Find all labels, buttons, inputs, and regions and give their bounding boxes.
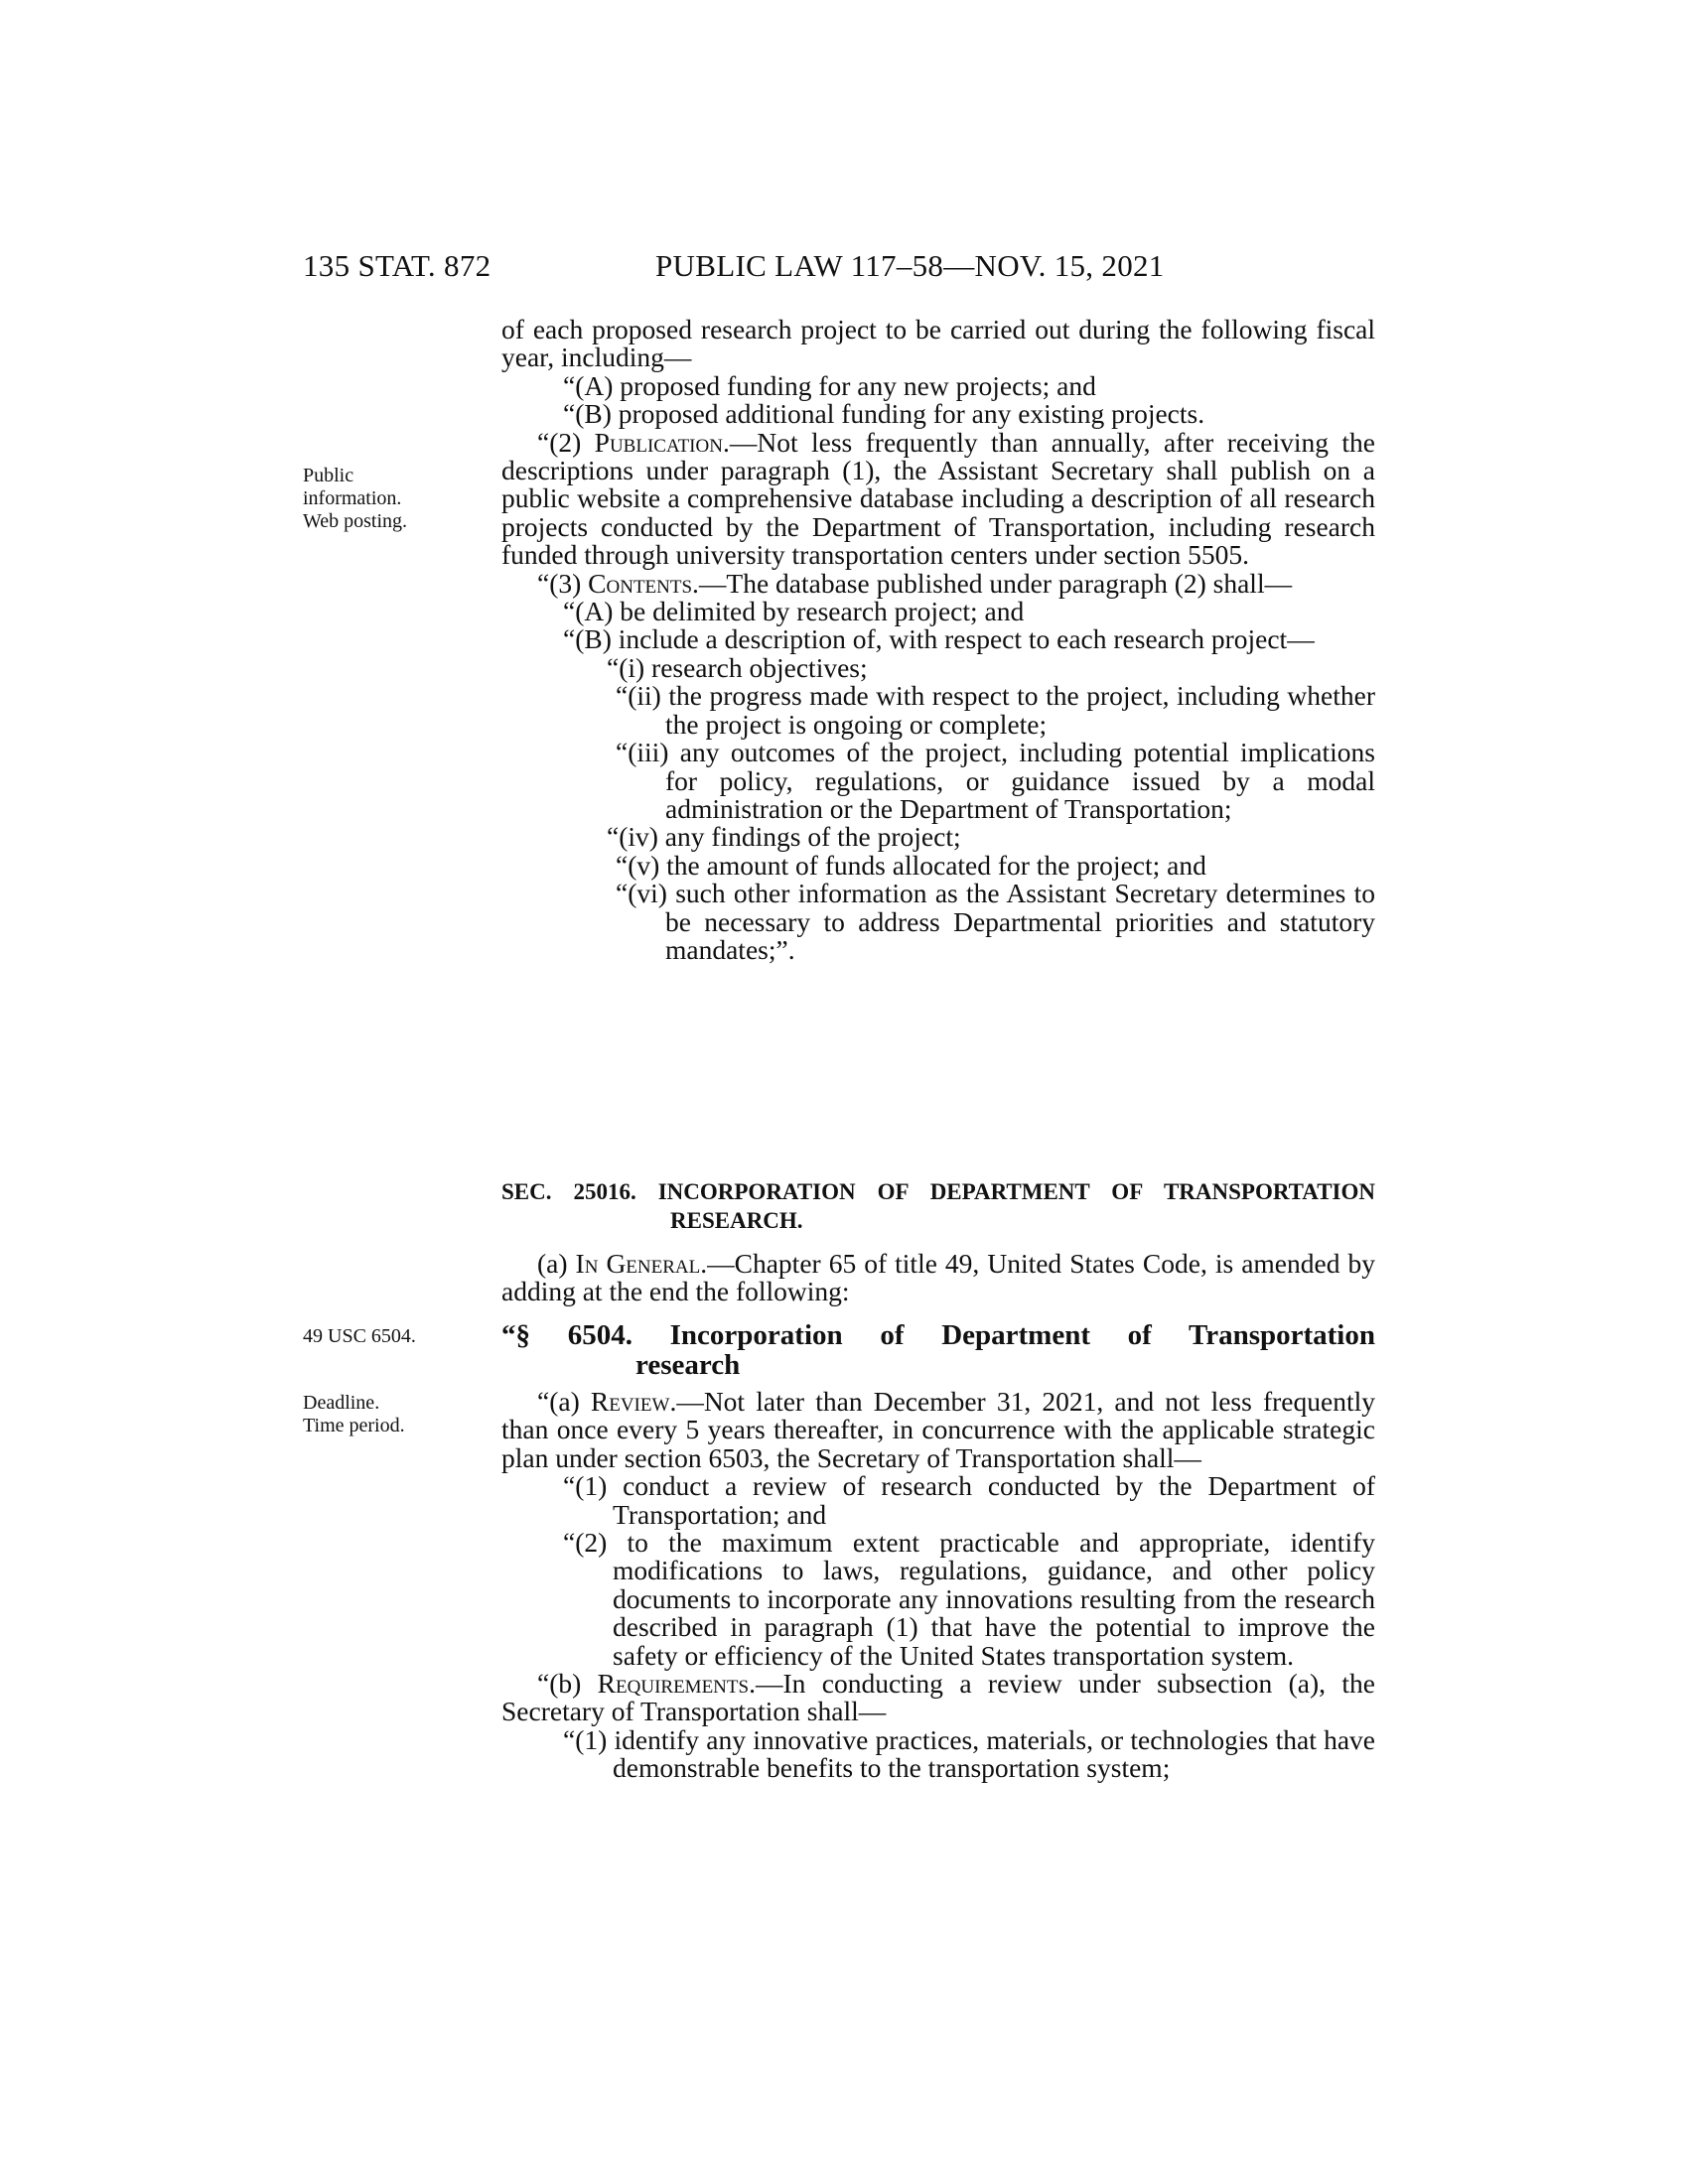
paragraph-1: “(1) conduct a review of research conducted by the Department of Transportation; and	[563, 1470, 1375, 1530]
subsection-a-review	[501, 1388, 1375, 1472]
subsection-text: .—Not later than December 31, 2021, and not less frequently than once every 5 years thereafter, in concurrence with the applicable strategic plan under section 6503, the Secretary of Transportation shall—	[501, 1386, 1375, 1473]
paragraph-number: “(3)	[537, 567, 589, 599]
margin-note-line: Public	[303, 465, 354, 486]
section-heading-line: SEC. 25016. INCORPORATION OF DEPARTMENT OF TRANSPORTATION	[501, 1179, 1375, 1204]
subsection-heading: Requirements	[597, 1668, 750, 1700]
paragraph-heading: Contents	[588, 567, 693, 599]
page-header-title: PUBLIC LAW 117–58—NOV. 15, 2021	[655, 248, 1165, 283]
paragraph: of each proposed research project to be carried out during the following fiscal year, including—	[501, 314, 1375, 373]
margin-note-public-information	[303, 465, 407, 533]
paragraph-1: “(1) identify any innovative practices, materials, or technologies that have demonstrable benefits to the transportation system;	[563, 1723, 1375, 1784]
section-heading-line: RESEARCH.	[670, 1208, 803, 1233]
margin-note-deadline	[303, 1392, 405, 1437]
section-6504-heading	[501, 1320, 1375, 1380]
margin-note-line: 49 USC 6504.	[303, 1325, 416, 1347]
clause-ii: “(ii) the progress made with respect to the project, including whether the project is ongoing or complete;	[616, 680, 1375, 740]
subsection-heading: Review	[590, 1386, 670, 1417]
clause-v: “(v) the amount of funds allocated for the project; and	[616, 849, 1206, 881]
margin-note-usc-reference	[303, 1325, 416, 1348]
subparagraph-A: “(A) be delimited by research project; and	[563, 596, 1025, 627]
subsection-number: “(a)	[537, 1386, 591, 1417]
subparagraph-B: “(B) include a description of, with respect to each research project—	[563, 623, 1315, 655]
body-text-amendment	[501, 1250, 1375, 1306]
body-text-lower	[501, 1388, 1375, 1783]
subsection-text: .—Chapter 65 of title 49, United States Code, is amended by adding at the end the following:	[501, 1248, 1375, 1307]
clause-iv: “(iv) any findings of the project;	[607, 821, 961, 853]
subsection-number: “(b)	[537, 1668, 598, 1700]
clause-i: “(i) research objectives;	[607, 651, 868, 683]
section-heading	[501, 1177, 1375, 1235]
clause-vi: “(vi) such other information as the Assistant Secretary determines to be necessary to address Departmental priorities and statutory mandates;”.	[616, 878, 1375, 965]
margin-note-line: Time period.	[303, 1415, 405, 1436]
margin-note-line: Deadline.	[303, 1392, 380, 1414]
paragraph-text: .—The database published under paragraph (2) shall—	[692, 567, 1293, 599]
paragraph-text: .—Not less frequently than annually, after receiving the descriptions under paragraph (1), the Assistant Secretary shall publish on a public website a comprehensive database including a description of all research projects conducted by the Department of Transportation, including research funded through university transportation centers under section 5505.	[501, 426, 1375, 571]
section-heading-line: “§ 6504. Incorporation of Department of Transportation	[501, 1319, 1375, 1351]
subparagraph-B: “(B) proposed additional funding for any existing projects.	[563, 398, 1205, 430]
paragraph-heading: Publication	[594, 426, 723, 458]
paragraph-2: “(2) to the maximum extent practicable and appropriate, identify modifications to laws, regulations, guidance, and other policy documents to incorporate any innovations resulting from the research described in paragraph (1) that have the potential to improve the safety or efficiency of the United States transportation system.	[563, 1527, 1375, 1671]
subsection-text: .—In conducting a review under subsection (a), the Secretary of Transportation shall—	[501, 1668, 1375, 1727]
subparagraph-A: “(A) proposed funding for any new projects; and	[563, 369, 1096, 401]
subsection-number: (a)	[537, 1248, 576, 1279]
subsection-b-requirements	[501, 1670, 1375, 1726]
subsection-a-in-general	[501, 1250, 1375, 1306]
paragraph-number: “(2)	[537, 426, 595, 458]
section-heading-line: research	[635, 1349, 741, 1381]
subsection-heading: In General	[575, 1248, 701, 1279]
clause-iii: “(iii) any outcomes of the project, including potential implications for policy, regulations, or guidance issued by a modal administration or the Department of Transportation;	[616, 737, 1375, 824]
stat-reference: 135 STAT. 872	[303, 248, 492, 283]
margin-note-line: Web posting.	[303, 510, 408, 532]
paragraph-3-contents	[501, 567, 1375, 599]
body-text-upper	[501, 316, 1375, 964]
margin-note-line: information.	[303, 487, 402, 509]
paragraph-2-publication	[501, 426, 1375, 571]
